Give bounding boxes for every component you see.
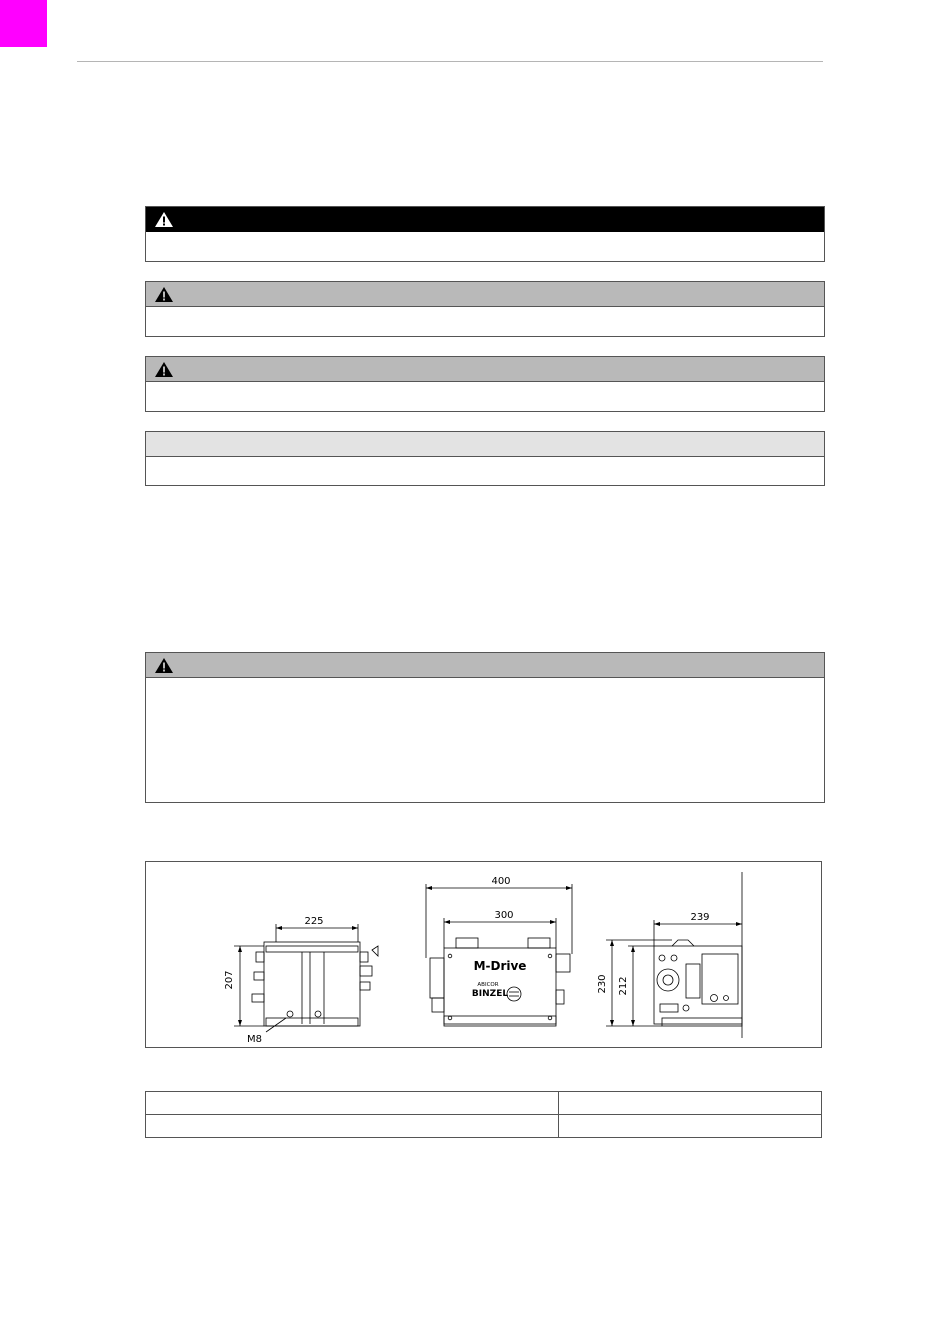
product-name-label: M-Drive (473, 959, 527, 973)
side-view (224, 916, 378, 1045)
caution-notice-header (146, 357, 824, 382)
rear-body-height-dimension: 212 (618, 976, 629, 996)
brand-name-label: BINZEL (471, 989, 509, 999)
warning-notice (145, 281, 825, 337)
installation-warning-notice (145, 652, 825, 803)
rear-overall-height-dimension: 230 (597, 974, 608, 994)
table-cell (559, 1092, 822, 1115)
note-notice (145, 431, 825, 486)
side-height-dimension: 207 (224, 970, 235, 990)
table-row (146, 1115, 822, 1138)
table-cell (146, 1115, 559, 1138)
specification-table (145, 1091, 822, 1138)
front-view (426, 876, 572, 1026)
warning-triangle-icon (154, 211, 174, 228)
front-overall-width-dimension: 400 (491, 876, 511, 887)
warning-triangle-icon (154, 286, 174, 303)
installation-warning-header (146, 653, 824, 678)
header-rule (77, 61, 823, 62)
table-row (146, 1092, 822, 1115)
warning-notice-header (146, 282, 824, 307)
note-notice-header (146, 432, 824, 457)
warning-triangle-icon (154, 657, 174, 674)
caution-notice (145, 356, 825, 412)
brand-top-label: ABICOR (477, 982, 499, 988)
danger-notice-header (146, 207, 824, 232)
thread-label: M8 (247, 1034, 262, 1045)
warning-triangle-icon (154, 361, 174, 378)
rear-depth-dimension: 239 (690, 912, 710, 923)
table-cell (146, 1092, 559, 1115)
page-corner-marker (0, 0, 47, 47)
danger-notice (145, 206, 825, 262)
side-width-dimension: 225 (304, 916, 324, 927)
rear-view (597, 872, 742, 1038)
front-body-width-dimension: 300 (494, 910, 514, 921)
table-cell (559, 1115, 822, 1138)
dimension-drawing (145, 861, 822, 1048)
